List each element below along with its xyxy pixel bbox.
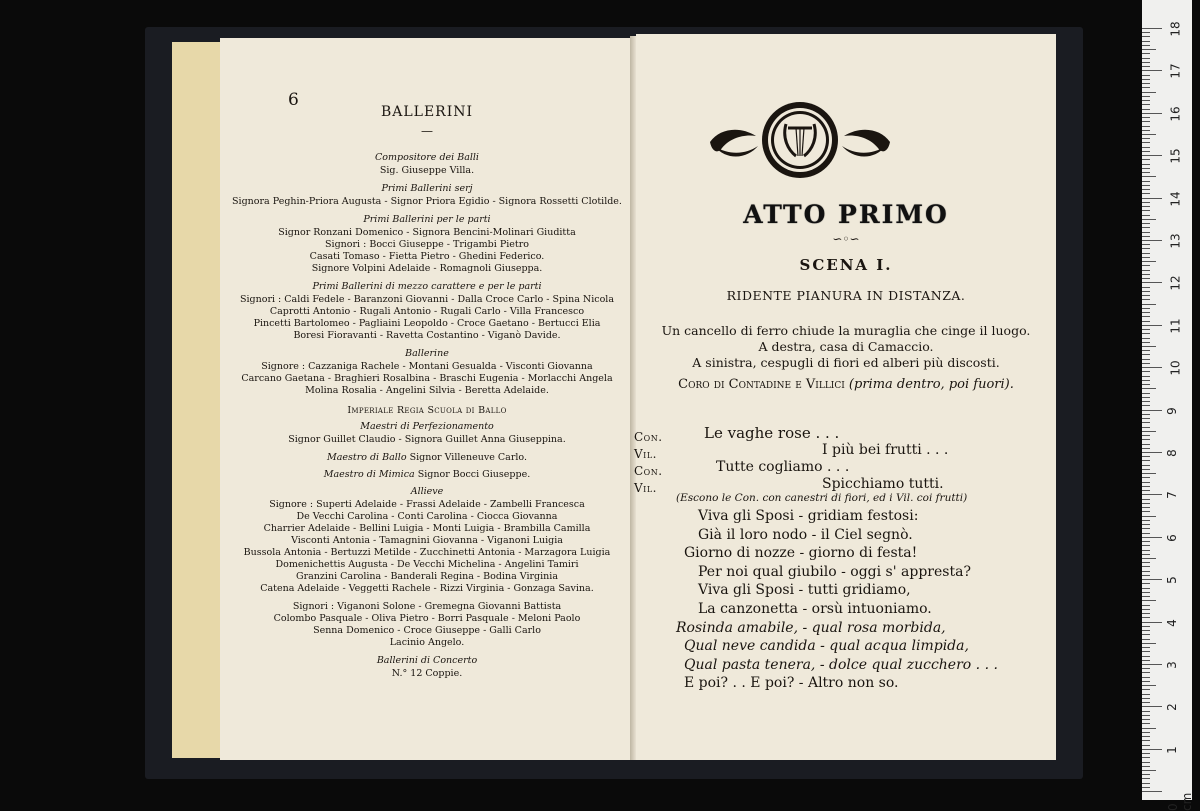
flourish-divider: ∽◦∽ [832,232,860,246]
ruler-number: 18 [1168,21,1183,37]
ruler-tick [1142,418,1150,419]
ruler-number: 17 [1168,63,1183,80]
section-heading: Ballerini di Concerto [376,655,478,666]
cast-line: Signor Ronzani Domenico - Signora Bencini-Molinari Giuditta [278,227,576,238]
ruler-tick [1142,460,1150,461]
ruler-tick [1142,388,1156,389]
verse-line: Viva gli Sposi - tutti gridiamo, [698,582,911,599]
ruler-tick [1142,723,1150,724]
ruler-tick [1142,689,1150,690]
ruler-tick [1142,316,1150,317]
ruler-number: 5 [1164,576,1179,585]
left-page [220,38,634,760]
ruler-tick [1142,486,1150,487]
ruler-number: 2 [1164,703,1179,712]
ruler-tick [1142,299,1150,300]
ruler-tick [1142,728,1156,729]
ruler-tick [1142,96,1150,97]
ruler-tick [1142,740,1150,741]
ruler-tick [1142,465,1150,466]
cast-line: Boresi Fioravanti - Ravetta Costantino - Viganò Davide. [293,330,561,341]
ruler-tick [1142,774,1150,775]
ruler-tick [1142,32,1150,33]
ruler-tick [1142,62,1150,63]
ruler-tick [1142,232,1150,233]
cast-line: Granzini Carolina - Banderali Regina - Bodina Virginia [296,571,558,582]
cast-line: Signori : Caldi Fedele - Baranzoni Giovanni - Dalla Croce Carlo - Spina Nicola [239,294,614,305]
ruler-tick [1142,142,1150,143]
ruler-tick [1142,282,1162,283]
ruler-tick [1142,507,1150,508]
ruler-tick [1142,261,1156,262]
speaker-label: Con. [634,430,663,444]
ruler-tick [1142,329,1150,330]
verse-line: Per noi qual giubilo - oggi s' appresta? [698,563,971,580]
cast-line: Caprotti Antonio - Rugali Antonio - Rugali Carlo - Villa Francesco [269,306,585,317]
role-label: Maestro di Ballo [326,452,407,463]
ruler-tick [1142,664,1162,665]
cast-line: Signori : Bocci Giuseppe - Trigambi Pietro [325,239,529,250]
ruler-tick [1142,562,1150,563]
ruler-tick [1142,732,1150,733]
ruler-tick [1142,490,1150,491]
ruler-tick [1142,265,1150,266]
ruler-tick [1142,87,1150,88]
ruler-tick [1142,384,1150,385]
ruler-tick [1142,206,1150,207]
ruler-tick [1142,499,1150,500]
ruler-tick [1142,121,1150,122]
ruler-tick [1142,427,1150,428]
ruler-number: 10 [1168,360,1183,376]
ruler-tick [1142,634,1150,635]
ruler-tick [1142,783,1150,784]
ruler-tick [1142,117,1150,118]
ruler-tick [1142,588,1150,589]
ruler-tick [1142,278,1150,279]
role-line [220,452,634,464]
ruler-tick [1142,376,1150,377]
title-dash: — [421,124,433,138]
ruler-tick [1142,672,1150,673]
cast-line: Pincetti Bartolomeo - Pagliaini Leopoldo - Croce Gaetano - Bertucci Elia [253,318,601,329]
ruler-tick [1142,422,1150,423]
ruler-tick [1142,579,1162,580]
ruler-tick [1142,147,1150,148]
desc-line: A destra, casa di Camaccio. [758,339,934,354]
ruler-tick [1142,787,1150,788]
ruler-tick [1142,766,1150,767]
cast-line: Signore Volpini Adelaide - Romagnoli Giuseppa. [311,263,543,274]
ruler-tick [1142,605,1150,606]
ruler-tick [1142,70,1162,71]
ruler-tick [1142,159,1150,160]
role-line [220,469,634,481]
ruler-tick [1142,473,1156,474]
ruler-tick [1142,219,1156,220]
cast-line: Lacinio Angelo. [389,637,465,648]
ruler-tick [1142,558,1156,559]
section-heading: Ballerine [405,348,449,359]
ruler-tick [1142,550,1150,551]
ruler-tick [1142,545,1150,546]
ruler-tick [1142,393,1150,394]
ruler-tick [1142,677,1150,678]
ruler-tick [1142,592,1150,593]
ruler-number: 6 [1164,533,1179,542]
ruler-tick [1142,325,1162,326]
ruler-tick [1142,363,1150,364]
ruler-tick [1142,778,1150,779]
ruler-tick [1142,533,1150,534]
ruler-tick [1142,444,1150,445]
ruler-tick [1142,321,1150,322]
ruler-tick [1142,164,1150,165]
ruler-tick [1142,193,1150,194]
ruler-number: 7 [1164,491,1179,500]
ruler-tick [1142,414,1150,415]
ruler-tick [1142,656,1150,657]
dialogue-line: Le vaghe rose . . . [704,424,840,442]
ruler-tick [1142,554,1150,555]
ruler-tick [1142,571,1150,572]
ruler-tick [1142,151,1150,152]
verse-line: Viva gli Sposi - gridiam festosi: [698,508,919,524]
right-page [636,34,1056,760]
ruler-number: 1 [1164,745,1179,754]
cast-line: N.° 12 Coppie. [391,668,463,679]
ruler-tick [1142,104,1150,105]
ruler-tick [1142,338,1150,339]
ruler-tick [1142,583,1150,584]
lyre-ornament-icon [700,98,900,182]
ruler-tick [1142,253,1150,254]
ruler-tick [1142,41,1150,42]
section-heading: Primi Ballerini serj [381,183,473,194]
ruler-tick [1142,176,1156,177]
ruler-number: 16 [1168,106,1183,122]
ruler-tick [1142,79,1150,80]
ruler-tick [1142,706,1162,707]
ruler-tick [1142,130,1150,131]
verse-line: Già il loro nodo - il Ciel segnò. [698,526,913,543]
ruler-tick [1142,185,1150,186]
ruler-tick [1142,647,1150,648]
speaker-label: Vil. [634,447,657,461]
ruler-tick [1142,719,1150,720]
ruler-number: 3 [1164,661,1179,669]
ruler-tick [1142,346,1156,347]
ruler-tick [1142,66,1150,67]
cast-line: Catena Adelaide - Veggetti Rachele - Rizzi Virginia - Gonzaga Savina. [260,583,594,594]
ruler-tick [1142,469,1150,470]
page-title: BALLERINI [380,104,474,120]
ruler-tick [1142,520,1150,521]
ruler-tick [1142,609,1150,610]
speaker-label: Con. [634,464,663,478]
ruler-tick [1142,715,1150,716]
ruler-tick [1142,745,1150,746]
dialogue-line: Spicchiamo tutti. [822,476,944,492]
ruler-tick [1142,528,1150,529]
ruler-tick [1142,367,1162,368]
ruler-tick [1142,516,1156,517]
ruler-tick [1142,291,1150,292]
desc-line: A sinistra, cespugli di fiori ed alberi più discosti. [692,355,1000,370]
ruler-tick [1142,354,1150,355]
desc-line: Un cancello di ferro chiude la muraglia che cinge il luogo. [661,323,1031,338]
ruler-tick [1142,109,1150,110]
ruler-tick [1142,410,1162,411]
ruler-tick [1142,753,1150,754]
cast-line: Signor Guillet Claudio - Signora Guillet Anna Giuseppina. [288,434,566,445]
ruler-tick [1142,126,1150,127]
ruler-tick [1142,643,1156,644]
stage-direction: (Escono le Con. con canestri di fiori, ed i Vil. coi frutti) [676,492,968,504]
ruler-tick [1142,613,1150,614]
cast-line: Colombo Pasquale - Oliva Pietro - Borri Pasquale - Meloni Paolo [273,613,581,624]
ruler-tick [1142,439,1150,440]
ruler-tick [1142,210,1150,211]
role-holder: Signor Villeneuve Carlo. [406,452,527,463]
ruler-tick [1142,630,1150,631]
ruler-tick [1142,431,1156,432]
cast-line: Signore : Superti Adelaide - Frassi Adelaide - Zambelli Francesca [269,499,585,510]
cast-line: Casati Tomaso - Fietta Pietro - Ghedini Federico. [309,251,545,262]
ruler-tick [1142,711,1150,712]
ruler-tick [1142,181,1150,182]
ruler-tick [1142,791,1162,792]
ruler-tick [1142,596,1150,597]
section-heading: Allieve [410,486,444,497]
ruler-tick [1142,622,1162,623]
ruler-tick [1142,342,1150,343]
cast-line: Signore : Cazzaniga Rachele - Montani Gesualda - Visconti Giovanna [261,361,593,372]
ruler-tick [1142,75,1150,76]
ruler-tick [1142,304,1156,305]
dialogue-line: I più bei frutti . . . [822,442,949,458]
ruler-tick [1142,626,1150,627]
ruler-tick [1142,668,1150,669]
ruler-tick [1142,511,1150,512]
ruler-tick [1142,83,1150,84]
role-holder: Signor Bocci Giuseppe. [414,469,531,480]
ruler-tick [1142,600,1156,601]
cast-line: Bussola Antonia - Bertuzzi Metilde - Zucchinetti Antonia - Marzagora Luigia [243,547,611,558]
ruler-tick [1142,477,1150,478]
ruler-tick [1142,227,1150,228]
ruler-tick [1142,397,1150,398]
section-heading: Maestri di Perfezionamento [360,421,494,432]
measurement-ruler [1142,0,1194,811]
cast-line: Visconti Antonia - Tamagnini Giovanna - Viganoni Luigia [291,535,563,546]
cast-line: Carcano Gaetana - Braghieri Rosalbina - Braschi Eugenia - Morlacchi Angela [241,373,613,384]
ruler-tick [1142,134,1156,135]
ruler-tick [1142,172,1150,173]
ruler-tick [1142,189,1150,190]
ruler-tick [1142,698,1150,699]
ruler-tick [1142,257,1150,258]
ruler-tick [1142,168,1150,169]
verse-line: Giorno di nozze - giorno di festa! [684,545,918,562]
ruler-number: 4 [1164,618,1179,627]
chorus-direction: (prima dentro, poi fuori). [844,377,1014,392]
ruler-tick [1142,651,1150,652]
ruler-number: 0 cm [1166,792,1194,811]
ruler-tick [1142,215,1150,216]
cast-line: Signora Peghin-Priora Augusta - Signor Priora Egidio - Signora Rossetti Clotilde. [232,196,622,207]
ruler-tick [1142,401,1150,402]
ruler-tick [1142,138,1150,139]
ruler-tick [1142,494,1162,495]
ruler-tick [1142,639,1150,640]
ruler-number: 14 [1168,190,1183,207]
page-edge-band [172,42,220,758]
ruler-tick [1142,53,1150,54]
ruler-tick [1142,524,1150,525]
ruler-tick [1142,482,1150,483]
ruler-tick [1142,685,1156,686]
cast-line: Sig. Giuseppe Villa. [379,165,475,176]
ruler-number: 12 [1168,275,1183,292]
ruler-tick [1142,435,1150,436]
ruler-tick [1142,240,1162,241]
ruler-tick [1142,202,1150,203]
chorus-heading [636,377,1056,392]
ruler-tick [1142,537,1162,538]
ruler-number: 9 [1164,406,1179,415]
ruler-tick [1142,359,1150,360]
chorus-label: Coro di Contadine e Villici [678,377,845,392]
ruler-number: 8 [1164,449,1179,457]
ruler-tick [1142,274,1150,275]
verse-line: Rosinda amabile, - qual rosa morbida, [676,619,946,636]
ruler-tick [1142,503,1150,504]
ruler-tick [1142,333,1150,334]
ruler-tick [1142,92,1156,93]
role-label: Maestro di Mimica [323,469,415,480]
cast-line: De Vecchi Carolina - Conti Carolina - Ciocca Giovanna [296,511,558,522]
ruler-tick [1142,405,1150,406]
ruler-tick [1142,371,1150,372]
ruler-tick [1142,312,1150,313]
section-heading: Primi Ballerini per le parti [363,214,491,225]
ruler-tick [1142,681,1150,682]
ruler-tick [1142,541,1150,542]
ruler-tick [1142,113,1162,114]
ruler-tick [1142,244,1150,245]
ruler-tick [1142,308,1150,309]
verse-line: Qual pasta tenera, - dolce qual zucchero . . . [684,656,998,673]
ruler-tick [1142,198,1162,199]
stage-description [636,323,1056,371]
ruler-tick [1142,762,1150,763]
ruler-tick [1142,770,1156,771]
ruler-tick [1142,452,1162,453]
ruler-tick [1142,749,1162,750]
ruler-tick [1142,248,1150,249]
cast-line: Charrier Adelaide - Bellini Luigia - Monti Luigia - Brambilla Camilla [263,523,591,534]
ruler-tick [1142,694,1150,695]
ruler-tick [1142,380,1150,381]
ruler-tick [1142,736,1150,737]
ruler-number: 15 [1168,148,1183,164]
ruler-tick [1142,350,1150,351]
verse-line: Qual neve candida - qual acqua limpida, [684,638,969,655]
cast-line: Molina Rosalia - Angelini Silvia - Beretta Adelaide. [305,385,549,396]
ruler-number: 11 [1168,318,1183,334]
ruler-tick [1142,757,1150,758]
scene-title: SCENA I. [799,256,893,274]
ruler-tick [1142,617,1150,618]
ruler-tick [1142,702,1150,703]
ruler-tick [1142,456,1150,457]
section-heading: Imperiale Regia Scuola di Ballo [347,405,507,416]
ruler-tick [1142,270,1150,271]
act-title: ATTO PRIMO [743,200,949,229]
ruler-number: 13 [1168,233,1183,249]
ruler-tick [1142,287,1150,288]
ruler-tick [1142,575,1150,576]
ruler-tick [1142,660,1150,661]
ruler-tick [1142,36,1150,37]
ruler-tick [1142,58,1150,59]
speaker-label: Vil. [634,481,657,495]
ruler-tick [1142,236,1150,237]
page-number: 6 [288,90,299,110]
cast-line: Domenichettis Augusta - De Vecchi Michelina - Angelini Tamiri [275,559,579,570]
ruler-tick [1142,100,1150,101]
ruler-tick [1142,295,1150,296]
section-heading: Compositore dei Balli [375,152,479,163]
ruler-tick [1142,223,1150,224]
verse-line: E poi? . . E poi? - Altro non so. [684,675,899,692]
setting-heading: RIDENTE PIANURA IN DISTANZA. [726,288,966,303]
ruler-tick [1142,155,1162,156]
verse-line: La canzonetta - orsù intuoniamo. [698,601,932,617]
ruler-tick [1142,566,1150,567]
dialogue-line: Tutte cogliamo . . . [716,459,850,475]
section-heading: Primi Ballerini di mezzo carattere e per le parti [312,281,542,292]
ruler-tick [1142,45,1150,46]
ruler-tick [1142,448,1150,449]
ruler-tick [1142,49,1156,50]
cast-line: Signori : Viganoni Solone - Gremegna Giovanni Battista [292,601,562,612]
cast-line: Senna Domenico - Croce Giuseppe - Galli Carlo [313,625,541,636]
ruler-tick [1142,28,1162,29]
